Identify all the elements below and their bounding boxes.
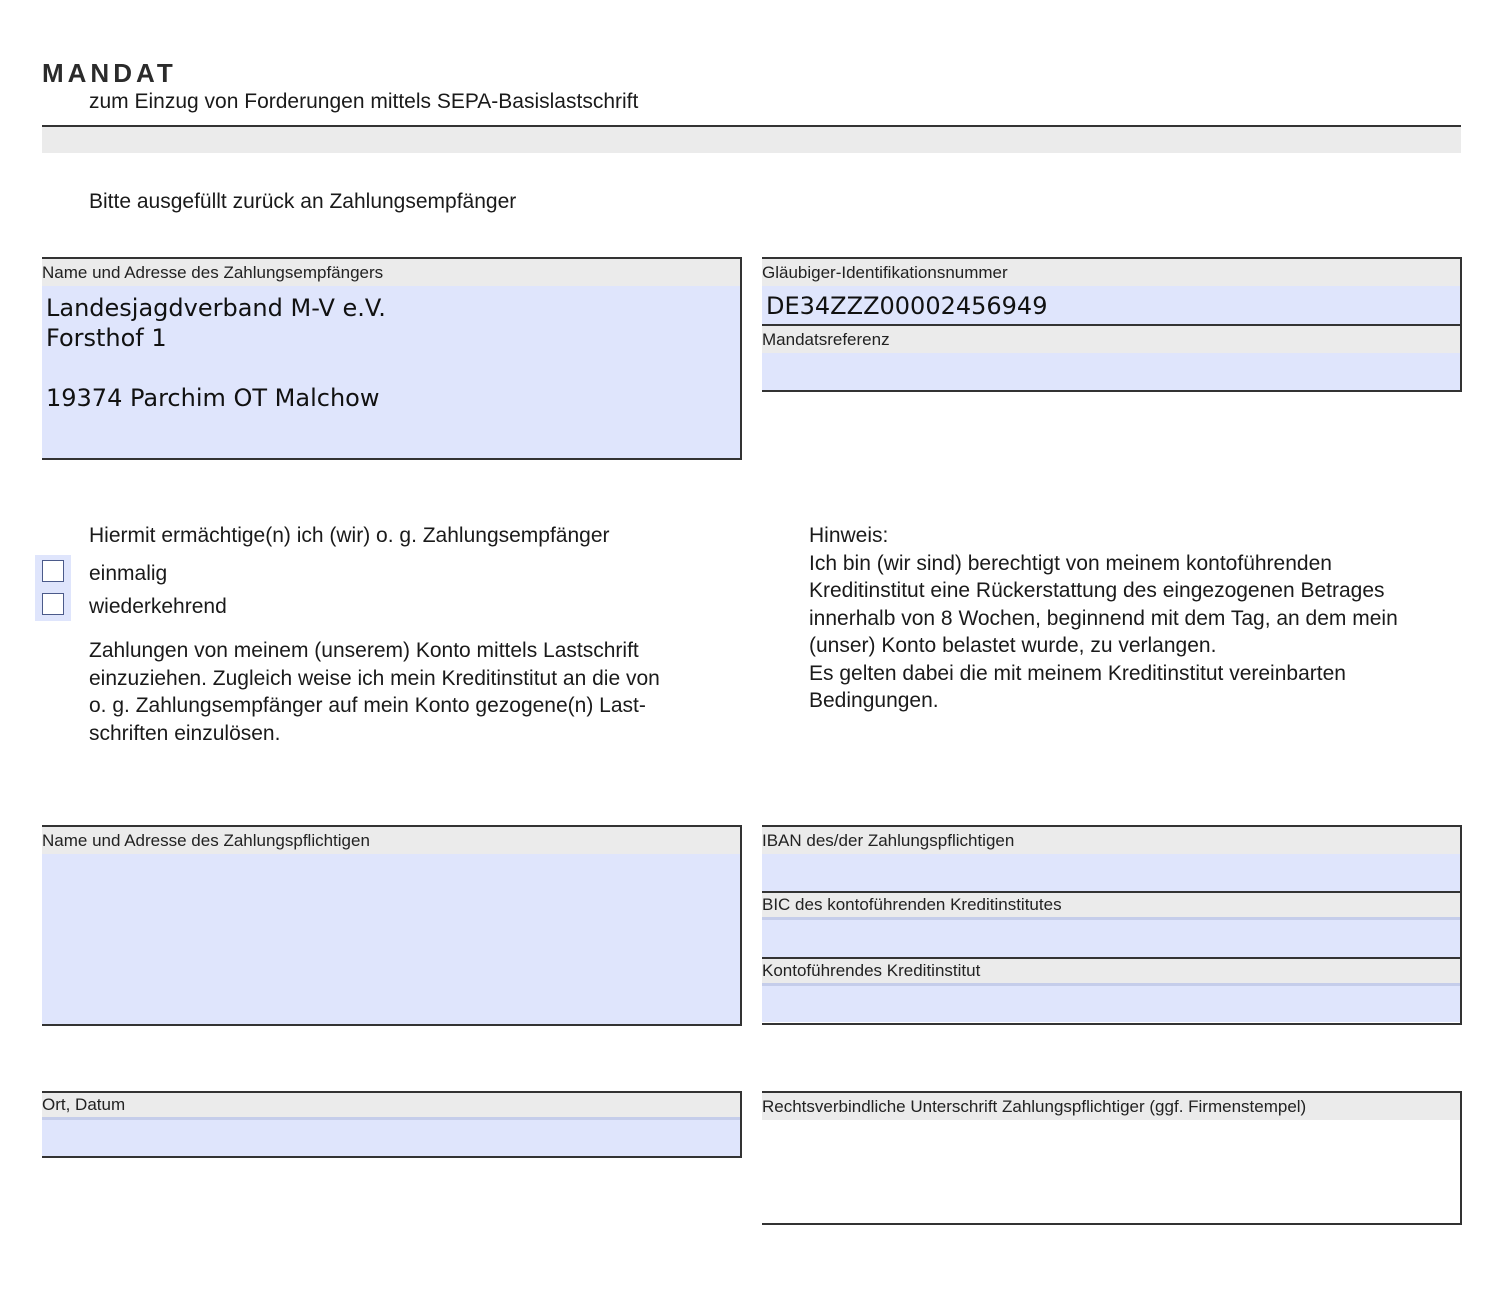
institute-label: Kontoführendes Kreditinstitut (762, 959, 1460, 983)
notice (809, 522, 1459, 715)
checkbox-recurring[interactable] (42, 593, 64, 615)
place-date-field[interactable] (42, 1120, 740, 1156)
authorization-line: schriften einzulösen. (89, 721, 281, 745)
creditor-box (762, 257, 1462, 392)
return-instruction: Bitte ausgefüllt zurück an Zahlungsempfänger (89, 190, 517, 213)
notice-line: Ich bin (wir sind) berechtigt von meinem kontoführenden (809, 551, 1332, 575)
payee-box (42, 257, 742, 460)
creditor-id-field[interactable]: DE34ZZZ00002456949 (762, 286, 1460, 324)
option-once-label: einmalig (89, 562, 168, 585)
bic-label: BIC des kontoführenden Kreditinstitutes (762, 893, 1460, 917)
payer-label: Name und Adresse des Zahlungspflichtigen (42, 827, 740, 854)
authorization-line: einzuziehen. Zugleich weise ich mein Kreditinstitut an die von (89, 666, 660, 690)
payer-field[interactable] (42, 854, 740, 1024)
authorization-intro: Hiermit ermächtige(n) ich (wir) o. g. Zahlungsempfänger (89, 524, 610, 547)
notice-line: Es gelten dabei die mit meinem Kreditinstitut vereinbarten (809, 661, 1346, 685)
notice-heading: Hinweis: (809, 524, 889, 547)
checkbox-once[interactable] (42, 560, 64, 582)
payer-box (42, 825, 742, 1026)
notice-line: innerhalb von 8 Wochen, beginnend mit dem Tag, an dem mein (809, 606, 1398, 630)
form-subtitle: zum Einzug von Forderungen mittels SEPA-Basislastschrift (89, 90, 639, 113)
signature-box (762, 1091, 1462, 1225)
mandate-ref-label: Mandatsreferenz (762, 326, 1460, 353)
payee-field[interactable]: Landesjagdverband M-V e.V. Forsthof 1 19374 Parchim OT Malchow (42, 289, 740, 458)
option-recurring-label: wiederkehrend (89, 595, 227, 618)
authorization-line: Zahlungen von meinem (unserem) Konto mittels Lastschrift (89, 639, 639, 662)
place-date-label: Ort, Datum (42, 1093, 740, 1117)
notice-line: (unser) Konto belastet wurde, zu verlangen. (809, 634, 1217, 657)
signature-label: Rechtsverbindliche Unterschrift Zahlungspflichtiger (ggf. Firmenstempel) (762, 1093, 1460, 1120)
authorization-line: o. g. Zahlungsempfänger auf mein Konto gezogene(n) Last- (89, 694, 646, 717)
bic-field[interactable] (762, 920, 1460, 957)
payee-label: Name und Adresse des Zahlungsempfängers (42, 259, 740, 286)
notice-line: Bedingungen. (809, 689, 939, 712)
iban-label: IBAN des/der Zahlungspflichtigen (762, 827, 1460, 854)
place-date-box (42, 1091, 742, 1158)
signature-field[interactable] (762, 1120, 1460, 1223)
iban-field[interactable] (762, 854, 1460, 891)
header-bar (42, 127, 1461, 153)
notice-line: Kreditinstitut eine Rückerstattung des eingezogenen Betrages (809, 579, 1385, 602)
form-title: MANDAT (42, 58, 177, 88)
creditor-id-label: Gläubiger-Identifikationsnummer (762, 259, 1460, 286)
bank-box (762, 825, 1462, 1025)
authorization-body (89, 637, 729, 747)
institute-field[interactable] (762, 986, 1460, 1022)
mandate-ref-field[interactable] (762, 353, 1460, 390)
